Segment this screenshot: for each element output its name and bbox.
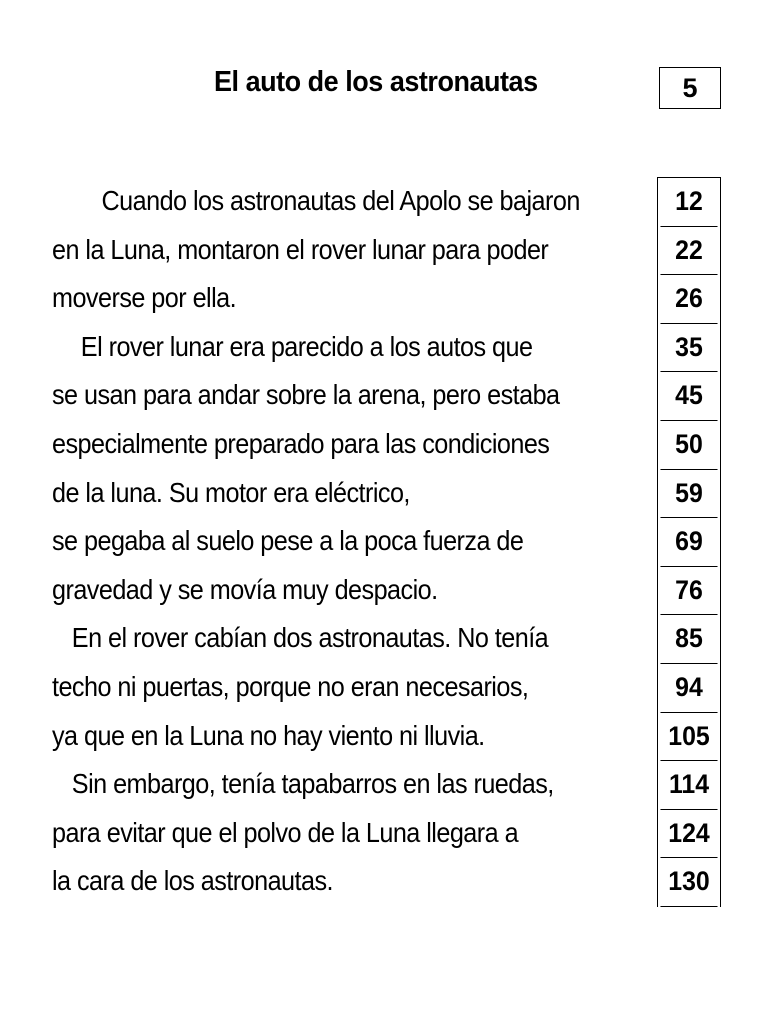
word-count-cell: 69 [660,518,717,567]
text-line: para evitar que el polvo de la Luna llegara a [52,816,519,848]
word-count-cell: 114 [660,761,717,810]
word-count-cell: 26 [660,275,717,324]
word-count-cell: 12 [660,178,717,227]
word-count-cell: 124 [660,810,717,859]
word-count-cell: 59 [660,470,717,519]
text-line: techo ni puertas, porque no eran necesarios, [52,670,529,702]
text-line: En el rover cabían dos astronautas. No tenía [71,622,549,654]
text-line: Cuando los astronautas del Apolo se bajaron [101,185,580,216]
text-line: se pegaba al suelo pese a la poca fuerza de [52,525,524,557]
text-line: se usan para andar sobre la arena, pero estaba [52,379,560,411]
word-count-column [657,177,721,907]
word-count-cell: 105 [660,713,717,762]
reading-text [52,177,652,906]
word-count-cell: 45 [660,372,717,421]
word-count-cell: 35 [660,324,717,373]
word-count-cell: 76 [660,567,717,616]
text-line: de la luna. Su motor era eléctrico, [52,476,410,508]
text-line: ya que en la Luna no hay viento ni lluvia. [52,719,485,751]
text-line: gravedad y se movía muy despacio. [52,573,438,605]
word-count-cell: 85 [660,615,717,664]
text-line: El rover lunar era parecido a los autos que [80,330,533,362]
word-count-cell: 50 [660,421,717,470]
text-line: Sin embargo, tenía tapabarros en las ruedas, [71,768,554,800]
text-line: moverse por ella. [52,282,237,314]
title-number-box: 5 [659,67,721,109]
word-count-cell: 130 [660,858,717,907]
page-title: El auto de los astronautas [214,66,538,98]
word-count-cell: 22 [660,227,717,276]
text-line: en la Luna, montaron el rover lunar para poder [52,233,549,265]
text-line: especialmente preparado para las condiciones [52,427,550,459]
text-line: la cara de los astronautas. [52,865,333,897]
word-count-cell: 94 [660,664,717,713]
